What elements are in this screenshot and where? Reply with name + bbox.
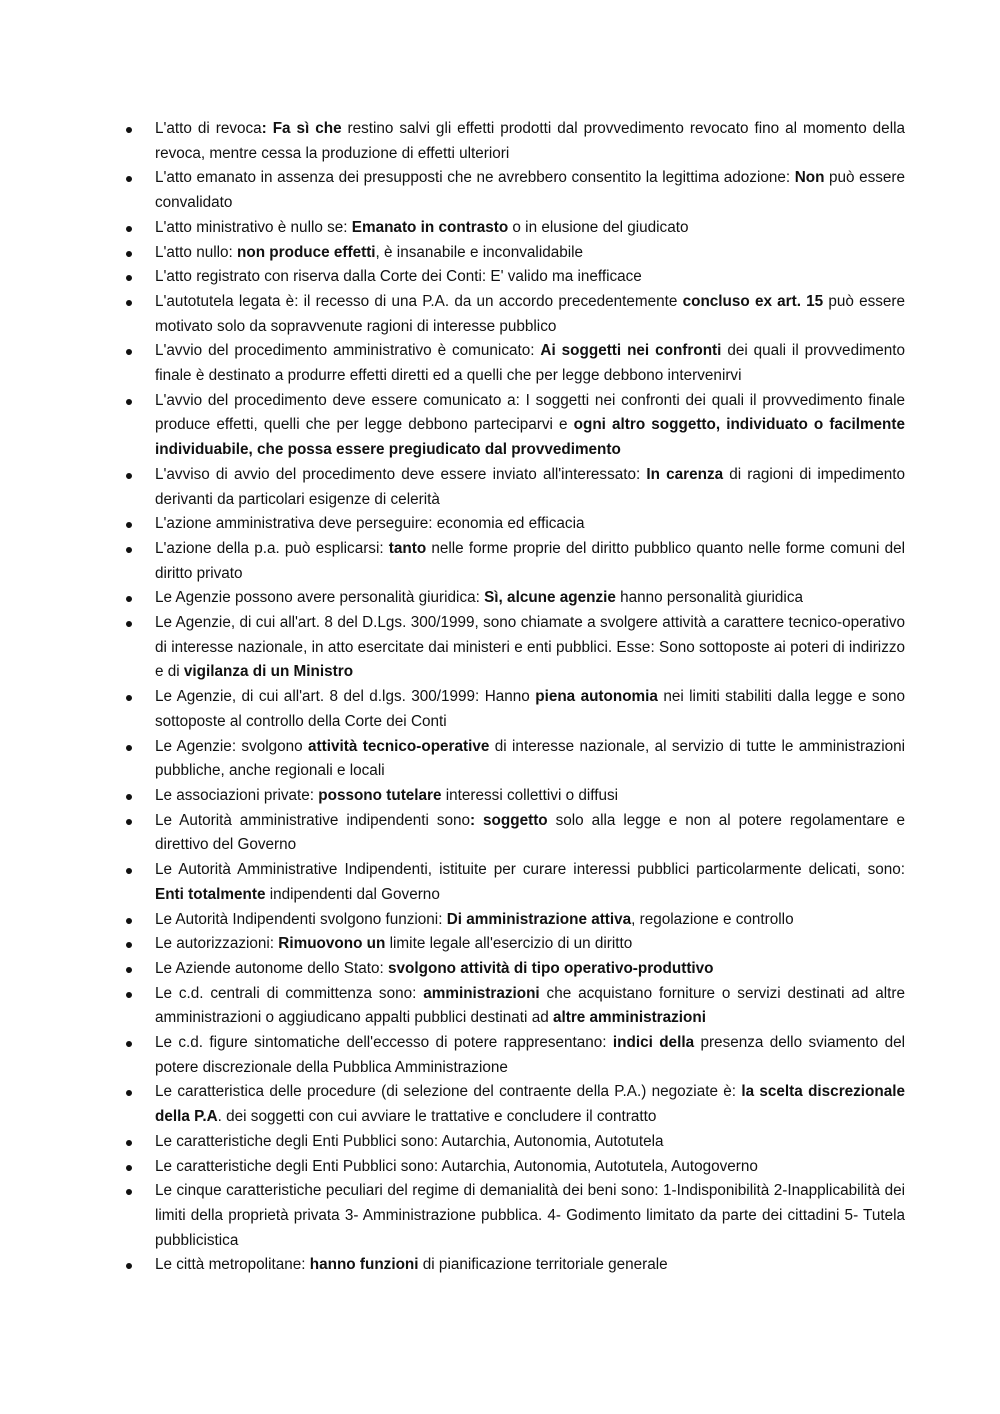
item-text: dei quali il provvedimento finale è destinato a produrre effetti diretti ed a quelli che per legge debbono intervenirvi [155, 342, 905, 385]
bullet-icon [126, 819, 132, 825]
bullet-icon [126, 1041, 132, 1047]
bullet-icon [126, 1165, 132, 1171]
bullet-icon [126, 349, 132, 355]
list-item [124, 1253, 905, 1278]
bold-text: Di amministrazione attiva [446, 910, 632, 928]
item-text: L'avviso di avvio del procedimento deve essere inviato all'interessato: [155, 465, 647, 483]
bullet-icon [126, 621, 132, 627]
list-item [124, 784, 905, 809]
item-text: hanno personalità giuridica [615, 589, 803, 607]
item-text: può essere convalidato [155, 169, 905, 212]
item-text: Le cinque caratteristiche peculiari del regime di demanialità dei beni sono: 1-Indisponibilità 2-Inapplicabilità dei limiti della proprietà privata 3- Amministrazione pubblica. 4- Godimento limitato da parte dei cittadini 5- Tutela pubblicistica [155, 1182, 905, 1249]
item-text: Le Agenzie: svolgono [155, 737, 309, 755]
bold-text: concluso ex art. 15 [682, 292, 824, 310]
item-text: di pianificazione territoriale generale [418, 1256, 668, 1274]
list-item [124, 1179, 905, 1253]
item-text: L'atto emanato in assenza dei presupposti che ne avrebbero consentito la legittima adozione: [155, 169, 795, 187]
bold-text: tanto [388, 539, 427, 557]
list-item [124, 685, 905, 734]
list-item [124, 463, 905, 512]
bullet-icon [126, 745, 132, 751]
bullet-icon [126, 1189, 132, 1195]
bullet-icon [126, 275, 132, 281]
item-text: L'atto nullo: [155, 243, 238, 261]
list-item [124, 216, 905, 241]
bullet-icon [126, 522, 132, 528]
list-item [124, 1130, 905, 1155]
list-item [124, 1031, 905, 1080]
item-text: Le c.d. figure sintomatiche dell'eccesso di potere rappresentano: [155, 1034, 613, 1052]
list-item [124, 1155, 905, 1180]
item-text: Le caratteristica delle procedure (di selezione del contraente della P.A.) negoziate è: [155, 1083, 742, 1101]
bold-text: Emanato in contrasto [351, 218, 509, 236]
bold-text: Enti totalmente [155, 885, 266, 903]
item-text: L'avvio del procedimento amministrativo è comunicato: [155, 342, 541, 360]
bold-text: attività tecnico-operative [308, 737, 490, 755]
item-text: di interesse nazionale, al servizio di tutte le amministrazioni pubbliche, anche regionali e locali [155, 737, 906, 780]
bold-text: altre amministrazioni [552, 1009, 706, 1027]
bullet-icon [126, 251, 132, 257]
bold-text: ogni altro soggetto, individuato o facilmente individuabile, che possa essere pregiudicato dal provvedimento [155, 416, 905, 459]
item-text: Le Autorità amministrative indipendenti sono [155, 811, 470, 829]
item-text: L'atto di revoca [155, 120, 262, 137]
bold-text: hanno funzioni [309, 1256, 419, 1274]
item-text: solo alla legge e non al potere regolamentare e direttivo del Governo [155, 811, 905, 854]
bold-text: la scelta discrezionale della P.A [155, 1083, 905, 1126]
bold-text: Rimuovono un [278, 935, 386, 953]
bold-text: indici della [612, 1034, 695, 1052]
bullet-icon [126, 1263, 132, 1269]
bullet-icon [126, 967, 132, 973]
list-item [124, 241, 905, 266]
list-item [124, 611, 905, 685]
item-text: restino salvi gli effetti prodotti dal provvedimento revocato fino al momento della revoca, mentre cessa la produzione di effetti ulteriori [155, 120, 905, 162]
bold-text: piena autonomia [535, 688, 658, 706]
bold-text: possono tutelare [318, 786, 442, 804]
list-item [124, 982, 905, 1031]
bullet-icon [126, 918, 132, 924]
bullet-icon [126, 596, 132, 602]
list-item [124, 1080, 905, 1129]
item-text: limite legale all'esercizio di un diritto [385, 935, 633, 953]
item-text: indipendenti dal Governo [265, 885, 440, 903]
list-item [124, 586, 905, 611]
item-text: L'avvio del procedimento deve essere comunicato a: I soggetti nei confronti dei quali il provvedimento finale produce effetti, quelli che per legge debbono parteciparvi e [155, 391, 905, 434]
list-item [124, 290, 905, 339]
item-text: , regolazione e controllo [631, 910, 794, 928]
item-text: Le Agenzie, di cui all'art. 8 del D.Lgs. 300/1999, sono chiamate a svolgere attività a carattere tecnico-operativo di interesse nazionale, in atto esercitate dai ministeri e enti pubblici. Esse: Sono sottoposte ai poteri di indirizzo e di [155, 614, 905, 681]
item-text: nelle forme proprie del diritto pubblico quanto nelle forme comuni del diritto privato [155, 539, 905, 582]
item-text: Le città metropolitane: [155, 1256, 310, 1274]
bold-text: Sì, alcune agenzie [484, 589, 616, 607]
list-item [124, 339, 905, 388]
item-text: Le caratteristiche degli Enti Pubblici sono: Autarchia, Autonomia, Autotutela [155, 1132, 664, 1150]
item-text: L'atto ministrativo è nullo se: [155, 218, 352, 236]
item-text: interessi collettivi o diffusi [441, 786, 619, 804]
bullet-icon [126, 794, 132, 800]
list-item [124, 858, 905, 907]
item-text: Le Autorità Amministrative Indipendenti, istituite per curare interessi pubblici particolarmente delicati, sono: [155, 861, 905, 879]
list-item [124, 908, 905, 933]
bullet-icon [126, 695, 132, 701]
item-text: . dei soggetti con cui avviare le trattative e concludere il contratto [217, 1108, 657, 1126]
bullet-icon [126, 300, 132, 306]
list-item [124, 166, 905, 215]
list-item [124, 389, 905, 463]
bullet-icon [126, 992, 132, 998]
item-text: può essere motivato solo da sopravvenute ragioni di interesse pubblico [155, 292, 905, 335]
item-text: di ragioni di impedimento derivanti da particolari esigenze di celerità [155, 465, 905, 508]
item-text: presenza dello sviamento del potere discrezionale della Pubblica Amministrazione [155, 1034, 905, 1076]
bullet-icon [126, 547, 132, 553]
bullet-icon [126, 1090, 132, 1096]
item-text: Le associazioni private: [155, 786, 319, 804]
item-text: L'atto registrato con riserva dalla Corte dei Conti: E' valido ma inefficace [155, 268, 642, 286]
item-text: nei limiti stabiliti dalla legge e sono sottoposte al controllo della Corte dei Conti [155, 688, 905, 730]
item-text: Le c.d. centrali di committenza sono: [155, 984, 424, 1002]
list-item [124, 957, 905, 982]
bullet-icon [126, 868, 132, 874]
bold-text: non produce effetti [237, 243, 376, 261]
item-text: L'azione della p.a. può esplicarsi: [155, 539, 389, 557]
item-text: Le Agenzie, di cui all'art. 8 del d.lgs. 300/1999: Hanno [155, 688, 536, 706]
list-item [124, 932, 905, 957]
list-item [124, 809, 905, 858]
item-text: Le Agenzie possono avere personalità giuridica: [155, 589, 485, 607]
item-text: Le caratteristiche degli Enti Pubblici sono: Autarchia, Autonomia, Autotutela, Autogoverno [155, 1157, 758, 1175]
item-text: Le autorizzazioni: [155, 935, 279, 953]
bullet-icon [126, 942, 132, 948]
bold-text: Ai soggetti nei confronti [540, 342, 722, 360]
item-text: Le Aziende autonome dello Stato: [155, 959, 389, 977]
list-item [124, 265, 905, 290]
bullet-icon [126, 399, 132, 405]
item-text: L'autotutela legata è: il recesso di una P.A. da un accordo precedentemente [155, 292, 683, 310]
bold-text: vigilanza di un Ministro [183, 663, 354, 681]
bold-text: amministrazioni [423, 984, 540, 1002]
bold-text: : soggetto [470, 811, 548, 829]
item-text: L'azione amministrativa deve perseguire: economia ed efficacia [155, 515, 585, 533]
bullet-icon [126, 1140, 132, 1146]
list-item [124, 735, 905, 784]
bullet-icon [126, 226, 132, 232]
bold-text: : Fa sì che [261, 120, 342, 137]
list-item [124, 537, 905, 586]
bullet-icon [126, 176, 132, 182]
list-item [124, 117, 905, 166]
bullet-icon [126, 127, 132, 133]
bullet-list [124, 117, 905, 1278]
item-text: che acquistano forniture o servizi destinati ad altre amministrazioni o aggiudicano appalti pubblici destinati ad [155, 984, 905, 1027]
item-text: , è insanabile e inconvalidabile [375, 243, 584, 261]
bold-text: Non [794, 169, 825, 187]
bold-text: svolgono attività di tipo operativo-produttivo [388, 959, 714, 977]
item-text: o in elusione del giudicato [508, 218, 689, 236]
bold-text: In carenza [646, 465, 724, 483]
item-text: Le Autorità Indipendenti svolgono funzioni: [155, 910, 447, 928]
list-item [124, 512, 905, 537]
bullet-icon [126, 473, 132, 479]
